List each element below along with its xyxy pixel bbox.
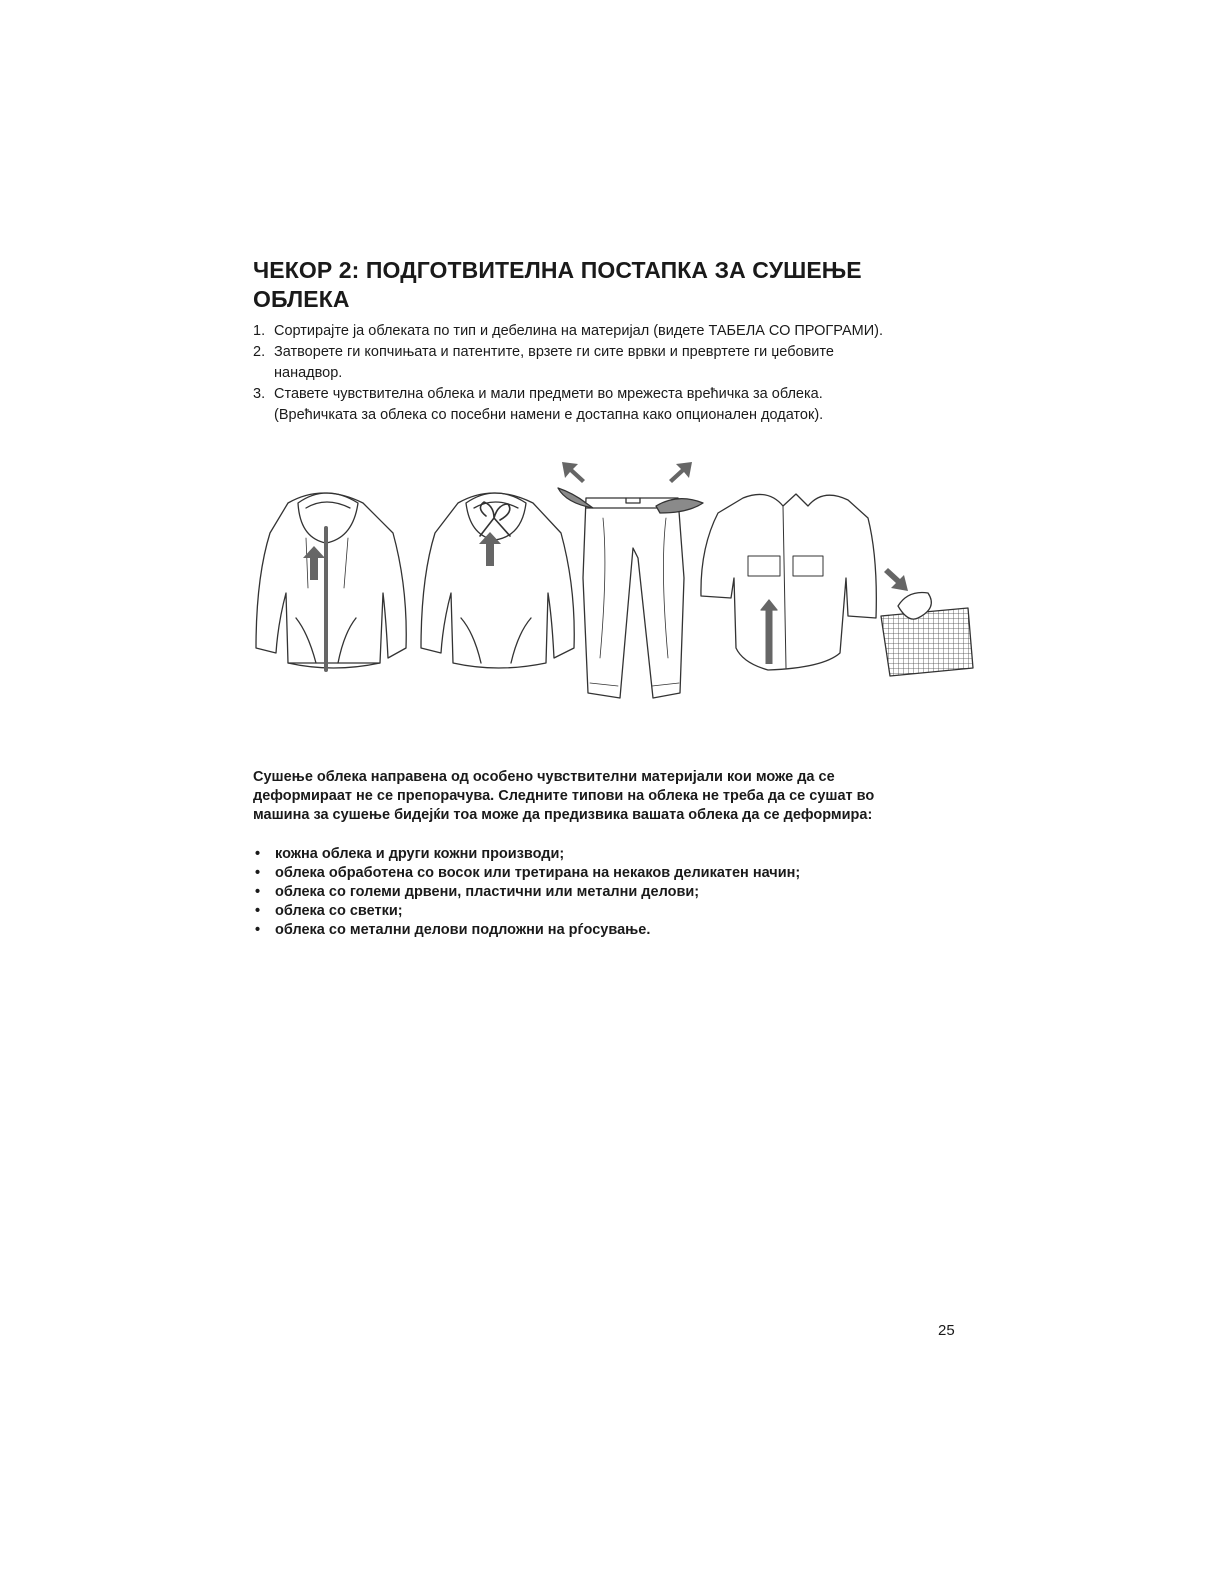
arrow-down-right-icon	[884, 568, 908, 591]
arrow-up-right-icon	[669, 462, 692, 483]
direction-arrows	[303, 462, 908, 591]
step-item	[253, 321, 973, 342]
step-item	[253, 384, 973, 426]
pocket-right-icon	[656, 499, 703, 513]
warning-text	[253, 768, 953, 825]
preparation-steps	[253, 321, 973, 426]
arrow-up-icon	[479, 532, 501, 566]
step-text: Сортирајте ја облеката по тип и дебелина на материјал (видете ТАБЕЛА СО ПРОГРАМИ).	[274, 323, 884, 339]
step-number: 3.	[253, 386, 266, 402]
arrow-up-left-icon	[562, 462, 585, 483]
step-text: Затворете ги копчињата и патентите, врзете ги сите врвки и превртете ги џебовите	[274, 344, 834, 360]
list-item: • облека обработена со восок или третирана на некаков деликатен начин;	[253, 864, 953, 883]
step-item	[253, 342, 973, 384]
jeans-icon	[583, 498, 684, 698]
list-item: • облека со метални делови подложни на рѓосување.	[253, 921, 953, 940]
warning-line: Сушење облека направена од особено чувствителни материјали кои може да се	[253, 769, 835, 785]
step-number: 1.	[253, 323, 266, 339]
clothing-preparation-illustration	[248, 458, 978, 720]
tied-hoodie-icon	[421, 493, 574, 668]
shirt-arrow-head-icon	[761, 600, 777, 610]
excluded-clothing-list	[253, 845, 953, 940]
page-title-line-2: ОБЛЕКА	[253, 286, 350, 312]
page-title-line-1: ЧЕКОР 2: ПОДГОТВИТЕЛНА ПОСТАПКА ЗА СУШЕЊЕ	[253, 257, 862, 283]
shirt-icon	[701, 494, 876, 670]
list-item: • кожна облека и други кожни производи;	[253, 845, 953, 864]
mesh-bag-icon	[881, 593, 973, 676]
zipped-hoodie-icon	[256, 493, 406, 668]
step-text: (Врећичката за облека со посебни намени е достапна како опционален додаток).	[274, 407, 824, 423]
warning-line: машина за сушење бидејќи тоа може да предизвика вашата облека да се деформира:	[253, 807, 873, 823]
list-item: • облека со големи дрвени, пластични или метални делови;	[253, 883, 953, 902]
step-text: нанадвор.	[274, 365, 343, 381]
list-item: • облека со светки;	[253, 902, 953, 921]
page-number: 25	[938, 1322, 955, 1339]
page-title	[253, 256, 973, 314]
warning-line: деформираат не се препорачува. Следните типови на облека не треба да се сушат во	[253, 788, 875, 804]
step-number: 2.	[253, 344, 266, 360]
step-text: Ставете чувствителна облека и мали предмети во мрежеста врећичка за облека.	[274, 386, 823, 402]
